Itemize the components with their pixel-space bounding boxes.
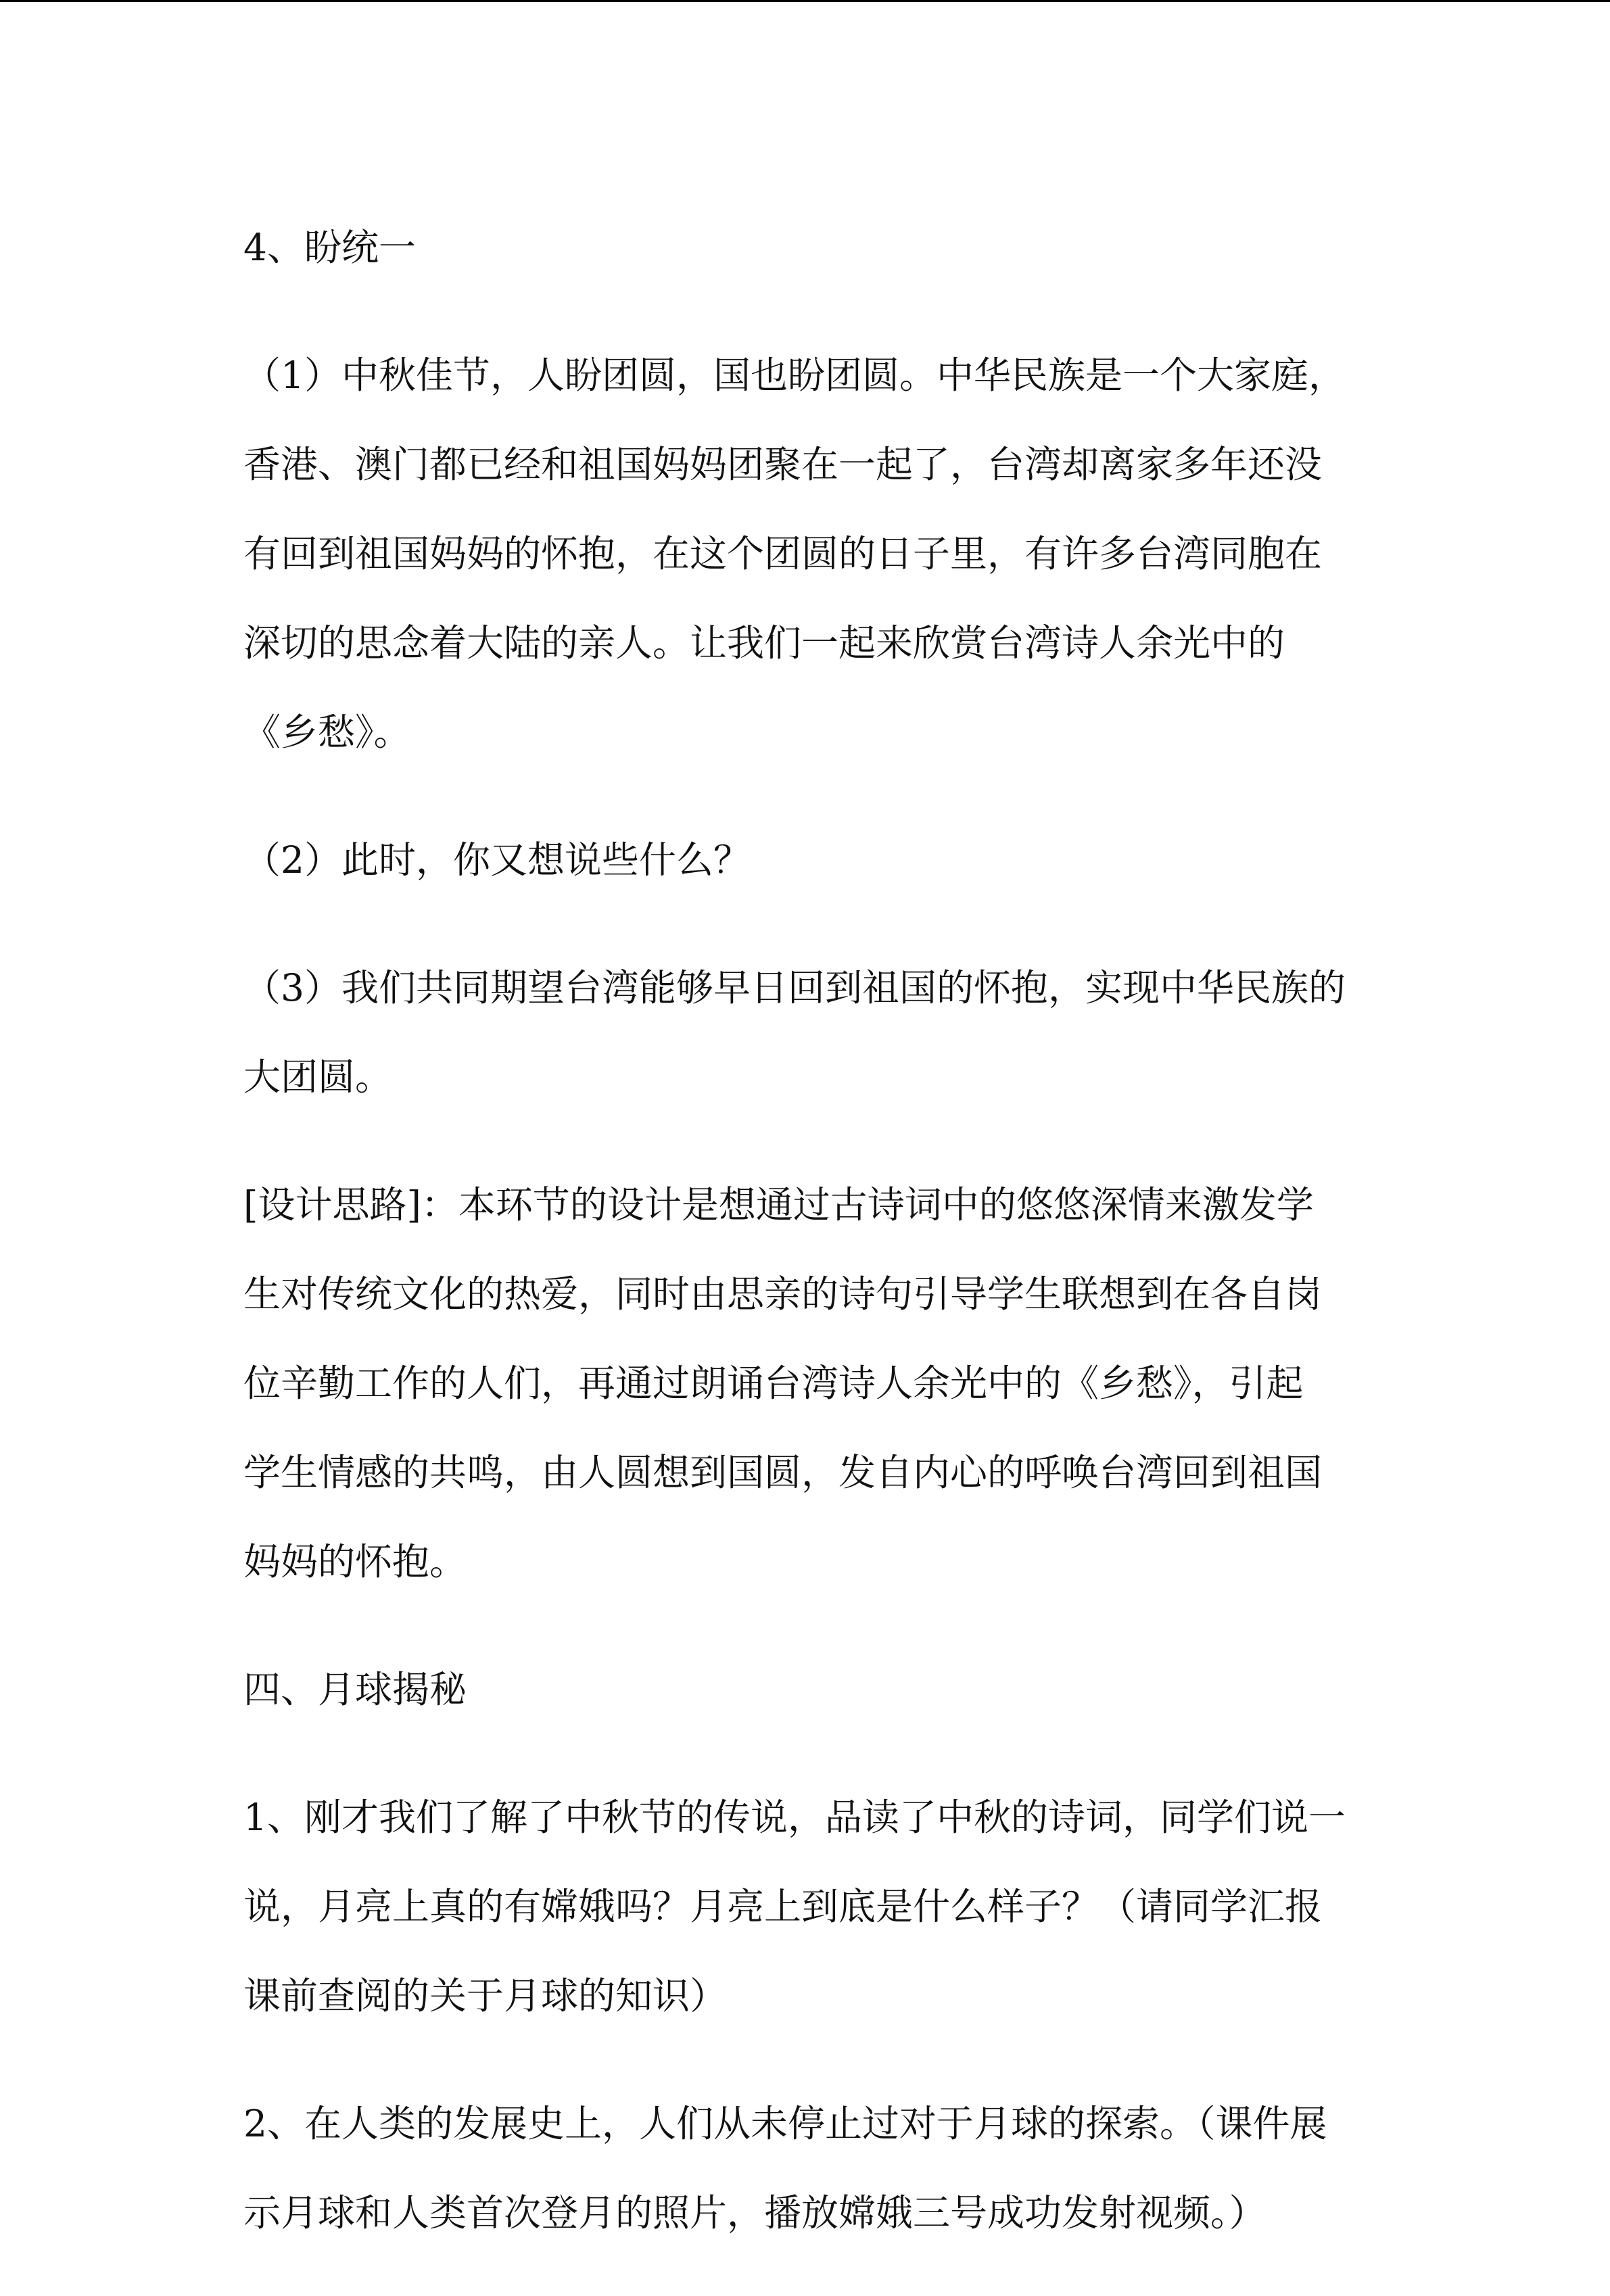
text-line: 四、月球揭秘 [243, 1668, 467, 1711]
heading-4-unification [243, 203, 1366, 292]
text-line: 说，月亮上真的有嫦娥吗？月亮上到底是什么样子？（请同学汇报 [243, 1885, 1323, 1928]
paragraph-item-3 [243, 943, 1366, 1122]
text-line: （1）中秋佳节，人盼团圆，国也盼团圆。中华民族是一个大家庭， [243, 354, 1346, 397]
text-line: [设计思路]：本环节的设计是想通过古诗词中的悠悠深情来激发学 [243, 1183, 1314, 1226]
section-heading-moon-secrets [243, 1645, 1366, 1734]
text-line: 位辛勤工作的人们，再通过朗诵台湾诗人余光中的《乡愁》，引起 [243, 1362, 1304, 1405]
text-line: （3）我们共同期望台湾能够早日回到祖国的怀抱，实现中华民族的 [243, 966, 1346, 1009]
text-line: 有回到祖国妈妈的怀抱，在这个团圆的日子里，有许多台湾同胞在 [243, 532, 1323, 575]
text-line: 大团圆。 [243, 1055, 393, 1099]
text-line: 4、盼统一 [243, 226, 416, 269]
paragraph-design-idea [243, 1160, 1366, 1606]
text-line: 《乡愁》。 [243, 711, 411, 754]
text-line: 课前查阅的关于月球的知识） [243, 1974, 728, 2017]
text-line: 深切的思念着大陆的亲人。让我们一起来欣赏台湾诗人余光中的 [243, 621, 1285, 665]
top-border-line [0, 0, 1610, 2]
paragraph-step-1 [243, 1773, 1366, 2040]
text-line: 2、在人类的发展史上，人们从未停止过对于月球的探索。（课件展 [243, 2102, 1327, 2145]
text-line: 妈妈的怀抱。 [243, 1540, 467, 1583]
text-line: 学生情感的共鸣，由人圆想到国圆，发自内心的呼唤台湾回到祖国 [243, 1451, 1323, 1494]
text-line: 示月球和人类首次登月的照片，播放嫦娥三号成功发射视频。） [243, 2191, 1266, 2234]
text-line: 1、刚才我们了解了中秋节的传说，品读了中秋的诗词，同学们说一 [243, 1796, 1346, 1839]
text-line: （2）此时，你又想说些什么？ [243, 838, 751, 882]
paragraph-item-1 [243, 331, 1366, 777]
text-line: 生对传统文化的热爱，同时由思亲的诗句引导学生联想到在各自岗 [243, 1272, 1323, 1316]
paragraph-step-2 [243, 2079, 1366, 2257]
document-body [243, 203, 1366, 2296]
text-line: 香港、澳门都已经和祖国妈妈团聚在一起了，台湾却离家多年还没 [243, 443, 1323, 486]
paragraph-item-2 [243, 815, 1366, 905]
